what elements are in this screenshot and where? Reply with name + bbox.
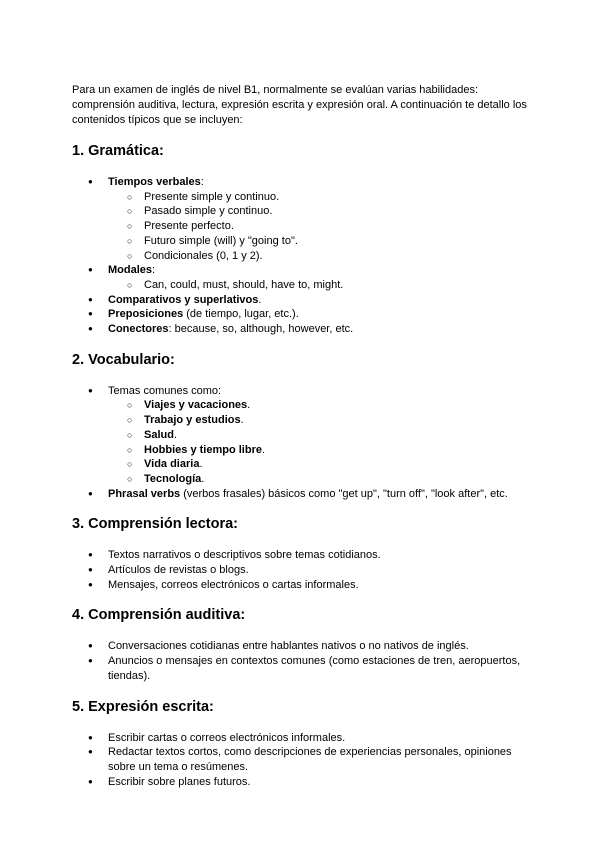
list-item: ● Conversaciones cotidianas entre hablantes nativos o no nativos de inglés.: [72, 639, 542, 654]
sub-list-item: ○ Tecnología.: [72, 472, 542, 487]
list-item: ● Comparativos y superlativos.: [72, 293, 542, 308]
list-item: ● Modales:: [72, 263, 542, 278]
bullet-list: [72, 639, 542, 683]
sub-list-item: ○ Salud.: [72, 428, 542, 443]
list-item: ● Anuncios o mensajes en contextos comunes (como estaciones de tren, aeropuertos, tiendas).: [72, 654, 542, 683]
section-gramatica: [72, 142, 542, 337]
list-item: ● Textos narrativos o descriptivos sobre temas cotidianos.: [72, 548, 542, 563]
list-item: ● Mensajes, correos electrónicos o cartas informales.: [72, 578, 542, 593]
section-title: 3. Comprensión lectora:: [72, 516, 238, 533]
list-item: ● Preposiciones (de tiempo, lugar, etc.).: [72, 307, 542, 322]
sub-list-item: ○ Trabajo y estudios.: [72, 413, 542, 428]
section-title: 2. Vocabulario:: [72, 351, 175, 368]
bullet-list: [72, 731, 542, 790]
bullet-list: [72, 384, 542, 502]
section-comprension-lectora: [72, 515, 542, 592]
section-expresion-escrita: [72, 698, 542, 790]
list-item: ● Phrasal verbs (verbos frasales) básicos como "get up", "turn off", "look after", etc.: [72, 487, 542, 502]
sub-list-item: ○ Condicionales (0, 1 y 2).: [72, 249, 542, 264]
section-title: 5. Expresión escrita:: [72, 698, 214, 715]
sub-list-item: ○ Viajes y vacaciones.: [72, 398, 542, 413]
list-item: ● Escribir cartas o correos electrónicos informales.: [72, 731, 542, 746]
list-item: ● Escribir sobre planes futuros.: [72, 775, 542, 790]
sub-list-item: ○ Can, could, must, should, have to, might.: [72, 278, 542, 293]
intro-paragraph: Para un examen de inglés de nivel B1, normalmente se evalúan varias habilidades: comprensión auditiva, lectura, expresión escrita y expresión oral. A continuación te detallo los contenidos típicos que se incluyen:: [72, 84, 527, 126]
sub-list-item: ○ Futuro simple (will) y "going to".: [72, 234, 542, 249]
section-title: 4. Comprensión auditiva:: [72, 607, 246, 624]
section-vocabulario: [72, 351, 542, 502]
sub-list-item: ○ Presente simple y continuo.: [72, 190, 542, 205]
bullet-list: [72, 548, 542, 592]
sub-list-item: ○ Hobbies y tiempo libre.: [72, 443, 542, 458]
sub-list-item: ○ Vida diaria.: [72, 457, 542, 472]
sub-list-item: ○ Presente perfecto.: [72, 219, 542, 234]
list-item: ● Temas comunes como:: [72, 384, 542, 399]
bullet-list: [72, 175, 542, 337]
section-comprension-auditiva: [72, 606, 542, 683]
list-item: ● Conectores: because, so, although, however, etc.: [72, 322, 542, 337]
sub-list-item: ○ Pasado simple y continuo.: [72, 204, 542, 219]
document-page: [72, 83, 542, 803]
list-item: ● Artículos de revistas o blogs.: [72, 563, 542, 578]
list-item: ● Tiempos verbales:: [72, 175, 542, 190]
section-title: 1. Gramática:: [72, 143, 164, 159]
list-item: ● Redactar textos cortos, como descripciones de experiencias personales, opiniones sobre un tema o resúmenes.: [72, 745, 542, 774]
